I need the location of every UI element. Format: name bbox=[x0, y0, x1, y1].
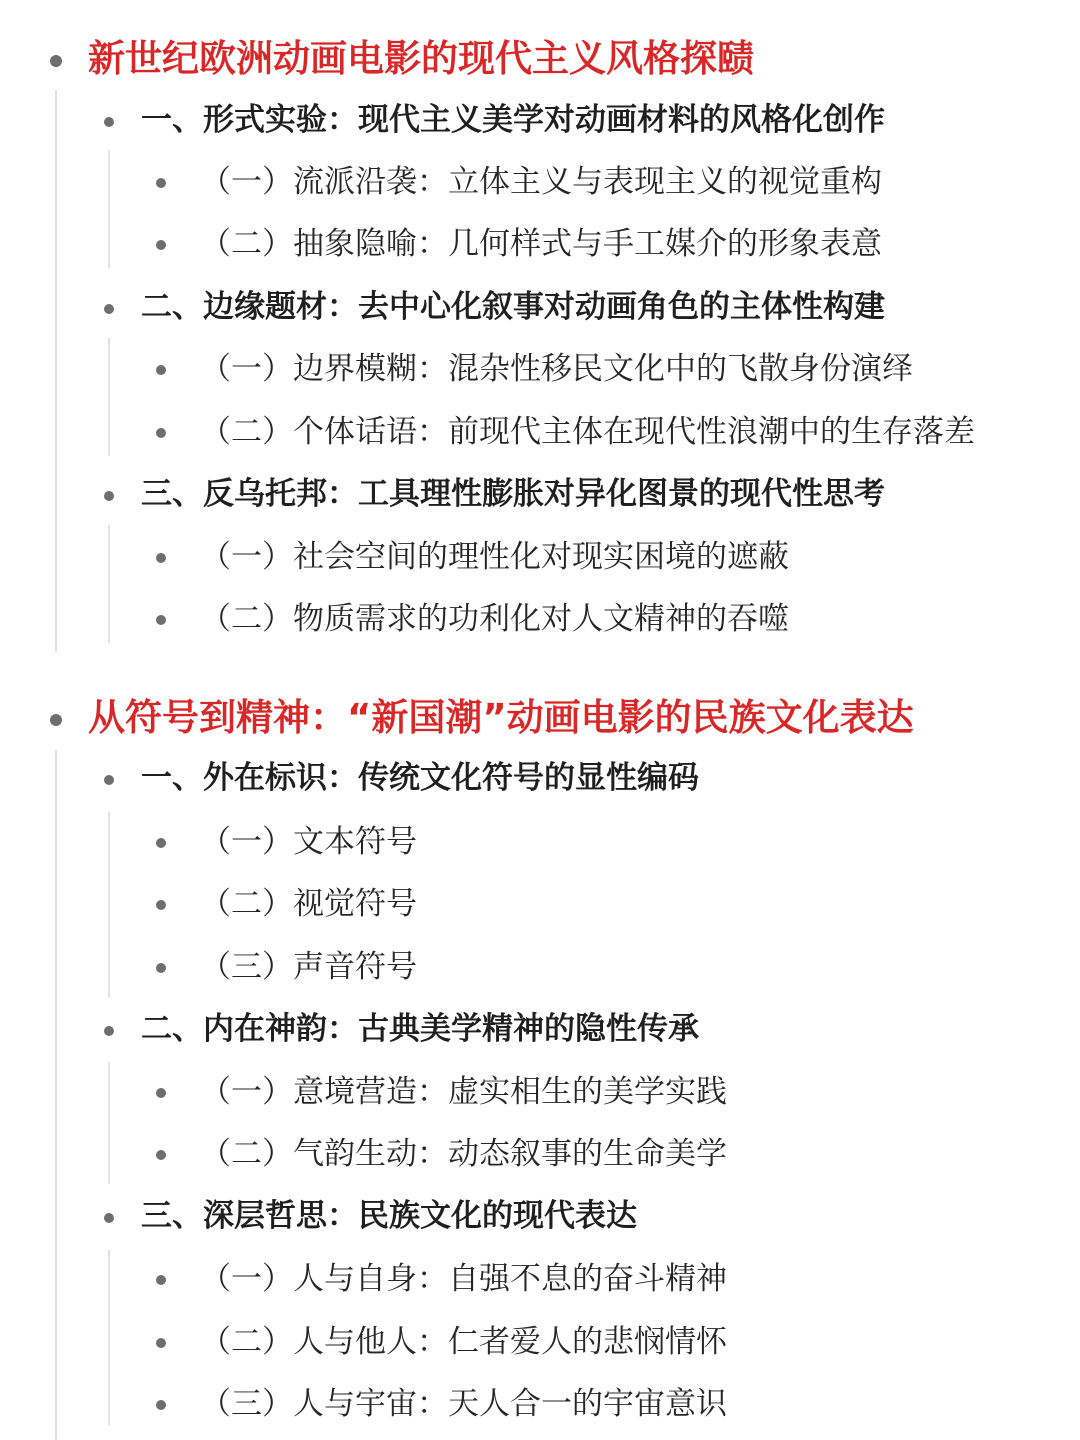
list-item: （二）个体话语：前现代主体在现代性浪潮中的生存落差 bbox=[200, 414, 975, 450]
bullet-icon bbox=[156, 553, 166, 563]
list-item: （三）声音符号 bbox=[200, 949, 417, 985]
list-item: （一）人与自身：自强不息的奋斗精神 bbox=[200, 1261, 727, 1297]
list-item: （三）人与宇宙：天人合一的宇宙意识 bbox=[200, 1386, 727, 1422]
bullet-icon bbox=[156, 178, 166, 188]
list-item: （一）社会空间的理性化对现实困境的遮蔽 bbox=[200, 539, 789, 575]
guide-line-part-2-1 bbox=[108, 812, 110, 997]
bullet-icon bbox=[156, 838, 166, 848]
list-item: （一）边界模糊：混杂性移民文化中的飞散身份演绎 bbox=[200, 351, 913, 387]
guide-line-section-1 bbox=[55, 90, 57, 652]
bullet-icon bbox=[50, 55, 62, 67]
part-heading: 三、反乌托邦：工具理性膨胀对异化图景的现代性思考 bbox=[141, 476, 885, 512]
guide-line-part-1-2 bbox=[108, 338, 110, 456]
part-heading: 三、深层哲思：民族文化的现代表达 bbox=[141, 1198, 637, 1234]
guide-line-part-2-3 bbox=[108, 1250, 110, 1425]
list-item: （一）意境营造：虚实相生的美学实践 bbox=[200, 1074, 727, 1110]
bullet-icon bbox=[104, 117, 114, 127]
part-heading: 二、边缘题材：去中心化叙事对动画角色的主体性构建 bbox=[141, 289, 885, 325]
section-title: 从符号到精神：“新国潮”动画电影的民族文化表达 bbox=[88, 696, 914, 739]
bullet-icon bbox=[104, 491, 114, 501]
bullet-icon bbox=[156, 240, 166, 250]
bullet-icon bbox=[50, 714, 62, 726]
guide-line-section-2 bbox=[55, 750, 57, 1440]
bullet-icon bbox=[104, 1213, 114, 1223]
bullet-icon bbox=[156, 1338, 166, 1348]
guide-line-part-1-3 bbox=[108, 525, 110, 643]
bullet-icon bbox=[156, 963, 166, 973]
bullet-icon bbox=[104, 304, 114, 314]
bullet-icon bbox=[156, 615, 166, 625]
list-item: （二）人与他人：仁者爱人的悲悯情怀 bbox=[200, 1324, 727, 1360]
list-item: （二）气韵生动：动态叙事的生命美学 bbox=[200, 1136, 727, 1172]
guide-line-part-1-1 bbox=[108, 150, 110, 268]
bullet-icon bbox=[156, 1088, 166, 1098]
part-heading: 二、内在神韵：古典美学精神的隐性传承 bbox=[141, 1011, 699, 1047]
bullet-icon bbox=[156, 900, 166, 910]
list-item: （二）物质需求的功利化对人文精神的吞噬 bbox=[200, 601, 789, 637]
bullet-icon bbox=[156, 428, 166, 438]
bullet-icon bbox=[156, 1400, 166, 1410]
list-item: （一）流派沿袭：立体主义与表现主义的视觉重构 bbox=[200, 164, 882, 200]
guide-line-part-2-2 bbox=[108, 1062, 110, 1184]
bullet-icon bbox=[104, 1026, 114, 1036]
bullet-icon bbox=[156, 1275, 166, 1285]
part-heading: 一、形式实验：现代主义美学对动画材料的风格化创作 bbox=[141, 102, 885, 138]
bullet-icon bbox=[156, 365, 166, 375]
section-title: 新世纪欧洲动画电影的现代主义风格探赜 bbox=[88, 37, 754, 80]
bullet-icon bbox=[104, 775, 114, 785]
list-item: （二）抽象隐喻：几何样式与手工媒介的形象表意 bbox=[200, 226, 882, 262]
bullet-icon bbox=[156, 1150, 166, 1160]
list-item: （二）视觉符号 bbox=[200, 886, 417, 922]
part-heading: 一、外在标识：传统文化符号的显性编码 bbox=[141, 760, 699, 796]
list-item: （一）文本符号 bbox=[200, 824, 417, 860]
